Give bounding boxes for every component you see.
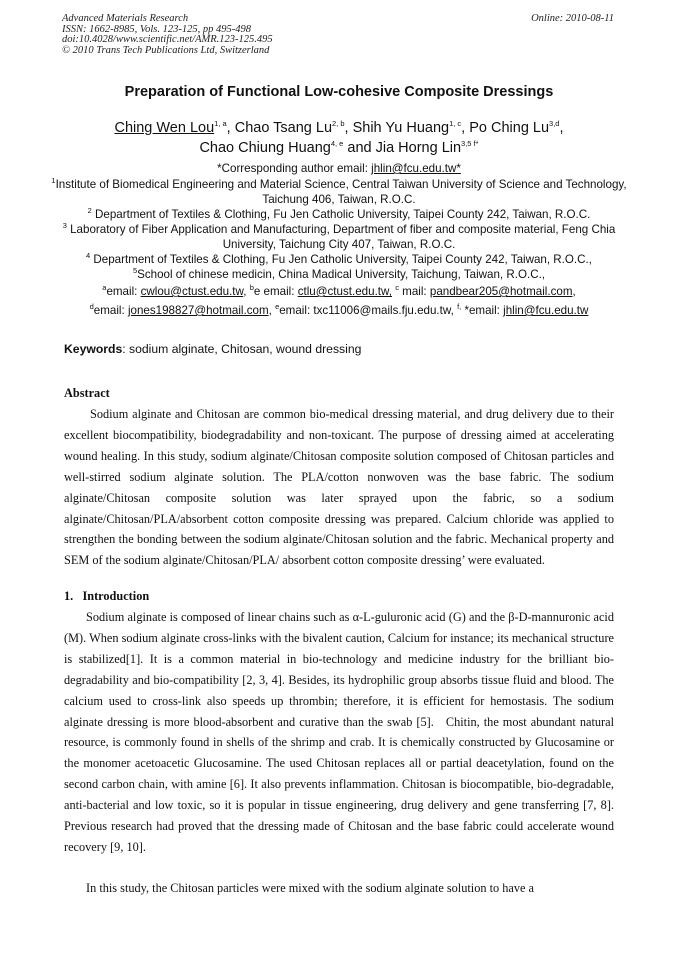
author-affil-sup: 1, c xyxy=(449,119,462,129)
affiliation-1 xyxy=(40,177,638,207)
email-sup: b xyxy=(249,283,254,293)
email-text-e: email: txc11006@mails.fju.edu.tw, xyxy=(279,304,454,317)
paper-title: Preparation of Functional Low-cohesive Composite Dressings xyxy=(124,84,554,100)
email-link-f[interactable]: jhlin@fcu.edu.tw xyxy=(503,304,589,317)
keywords-label: Keywords xyxy=(64,342,123,356)
author-name: Shih Yu Huang xyxy=(352,120,450,136)
corresponding-label: *Corresponding author email: xyxy=(217,162,372,175)
author-name: Chao Chiung Huang xyxy=(199,140,331,156)
author-affil-sup: 4, e xyxy=(330,139,344,149)
keywords-text: : sodium alginate, Chitosan, wound dressing xyxy=(122,342,362,356)
affil-sup: 4 xyxy=(86,251,91,261)
affiliation-5 xyxy=(40,267,638,282)
email-link-c[interactable]: pandbear205@hotmail.com xyxy=(429,285,573,298)
introduction-paragraph-2: In this study, the Chitosan particles were mixed with the sodium alginate solution to have a xyxy=(86,881,534,895)
affiliation-2 xyxy=(40,207,638,222)
issn-line: ISSN: 1662-8985, Vols. 123-125, pp 495-498 xyxy=(62,23,251,35)
email-link-d[interactable]: jones198827@hotmail.com xyxy=(127,304,269,317)
affiliation-4 xyxy=(40,252,638,267)
author-affil-sup: 3,d xyxy=(549,119,560,129)
copyright-line: © 2010 Trans Tech Publications Ltd, Switzerland xyxy=(62,44,270,56)
email-line-2: $^d$email: jones198827@hotmail.com, $^e$email: txc11006@mails.fju.edu.tw, $^{f,}$ *email: jhlin@fcu.edu.tw xyxy=(89,302,589,317)
email-label: email: xyxy=(93,304,128,317)
abstract-heading: Abstract xyxy=(64,386,110,400)
author-affil-sup: 2, b xyxy=(332,119,345,129)
email-label: e email: xyxy=(253,285,298,298)
affil-text: School of chinese medicin, China Madical University, Taichung, Taiwan, R.O.C., xyxy=(137,268,546,281)
email-label: mail: xyxy=(398,285,430,298)
author-affil-sup: 3,5 f* xyxy=(461,139,479,149)
author-name: Po Ching Lu xyxy=(469,120,550,136)
affiliation-block xyxy=(40,177,638,318)
corresponding-email-link[interactable]: jhlin@fcu.edu.tw* xyxy=(371,162,461,175)
affil-sup: 3 xyxy=(62,221,67,231)
email-sup: e xyxy=(275,302,280,312)
email-link-a[interactable]: cwlou@ctust.edu.tw xyxy=(140,285,244,298)
affil-text: Laboratory of Fiber Application and Manufacturing, Department of fiber and composite material, Feng Chia University, Taichung City 407, Taiwan, R.O.C. xyxy=(66,223,616,251)
affil-sup: 5 xyxy=(132,266,138,276)
author-name: Chao Tsang Lu xyxy=(234,120,333,136)
affil-sup: 1 xyxy=(51,176,56,186)
journal-name: Advanced Materials Research xyxy=(62,13,189,24)
affil-text: Department of Textiles & Clothing, Fu Jen Catholic University, Taipei County 242, Taiwan, R.O.C. xyxy=(91,208,591,221)
email-line-1: $^a$email: cwlou@ctust.edu.tw, $^b$e email: ctlu@ctust.edu.tw, $^c$ mail: pandbear205@hotmail.com, xyxy=(102,283,576,298)
email-sup: d xyxy=(89,302,94,312)
author-name: Ching Wen Lou xyxy=(114,120,215,136)
email-label: *email: xyxy=(461,304,504,317)
journal-header xyxy=(62,14,273,56)
author-affil-sup: 1, a xyxy=(214,119,227,129)
online-date: Online: 2010-08-11 xyxy=(531,13,614,24)
affiliation-3 xyxy=(40,222,638,252)
corresponding-author xyxy=(40,161,638,176)
email-sup: a xyxy=(102,283,107,293)
author-list: Ching Wen Lou$^{1, a}$, Chao Tsang Lu$^{2, b}$, Shih Yu Huang$^{1, c}$, Po Ching Lu$^{3,d}$, Chao Chiung Huang$^{4, e}$ and Jia Horng Lin$^{3,5 f*}$ xyxy=(114,119,564,156)
keywords-line xyxy=(64,342,361,356)
abstract-text: Sodium alginate and Chitosan are common bio-medical dressing material, and drug delivery due to their excellent biocompatibility, biodegradability and non-toxicant. The purpose of dressing aimed at accelerating wound healing. In this study, sodium alginate/Chitosan composite solution composed of Chitosan particles and well-stirred sodium alginate solution. The PLA/cotton nonwoven was the base fabric. The sodium alginate/Chitosan composite solution was later sprayed upon the fabric, so a sodium alginate/Chitosan/PLA/absorbent cotton composite dressing was prepared. Calcium chloride was applied to strengthen the bonding between the sodium alginate/Chitosan solution and the fabric. Mechanical property and SEM of the sodium alginate/Chitosan/PLA/ absorbent cotton composite dressing’ were evaluated. xyxy=(64,407,614,568)
introduction-heading: 1. Introduction xyxy=(64,589,150,603)
email-sup: c xyxy=(395,283,399,293)
author-name: Jia Horng Lin xyxy=(375,140,462,156)
email-label: email: xyxy=(106,285,141,298)
affil-text: Institute of Biomedical Engineering and Material Science, Central Taiwan University of Science and Technology, Taichung 406, Taiwan, R.O.C. xyxy=(55,178,627,206)
introduction-paragraph-1: Sodium alginate is composed of linear chains such as α-L-guluronic acid (G) and the β-D-mannuronic acid (M). When sodium alginate cross-links with the bivalent caution, Calcium for instance; its mechanical structure is stabilized[1]. It is a common material in bio-technology and medicine industry for the brilliant bio-degradability and bio-compatibility [2, 3, 4]. Besides, its hydrophilic group absorbs tissue fluid and blood. The calcium used to cross-link also speeds up thrombin; therefore, it is efficient for hemostasis. The sodium alginate dressing is more blood-absorbent and curative than the swab [5]. Chitin, the most abundant natural resource, is commonly found in shells of the shrimp and crab. It is chemically constructed by Glucosamine or the monomer acetoacetic Glucosamine. The used Chitosan replaces all or partial deacetylation, found on the second carbon chain, with amine [6]. It also prevents inflammation. Chitosan is biocompatible, bio-degradable, anti-bacterial and low toxic, so it is popular in tissue engineering, drug delivery and gene transferring [7, 8]. Previous research had proved that the dressing made of Chitosan and the base fabric could accelerate wound recovery [9, 10]. xyxy=(64,610,614,854)
affil-text: Department of Textiles & Clothing, Fu Jen Catholic University, Taipei County 242, Taiwan, R.O.C., xyxy=(90,253,592,266)
affil-sup: 2 xyxy=(87,206,92,216)
email-link-b[interactable]: ctlu@ctust.edu.tw, xyxy=(297,285,392,298)
email-sup: f, xyxy=(457,302,462,312)
doi-line: doi:10.4028/www.scientific.net/AMR.123-125.495 xyxy=(62,34,273,45)
